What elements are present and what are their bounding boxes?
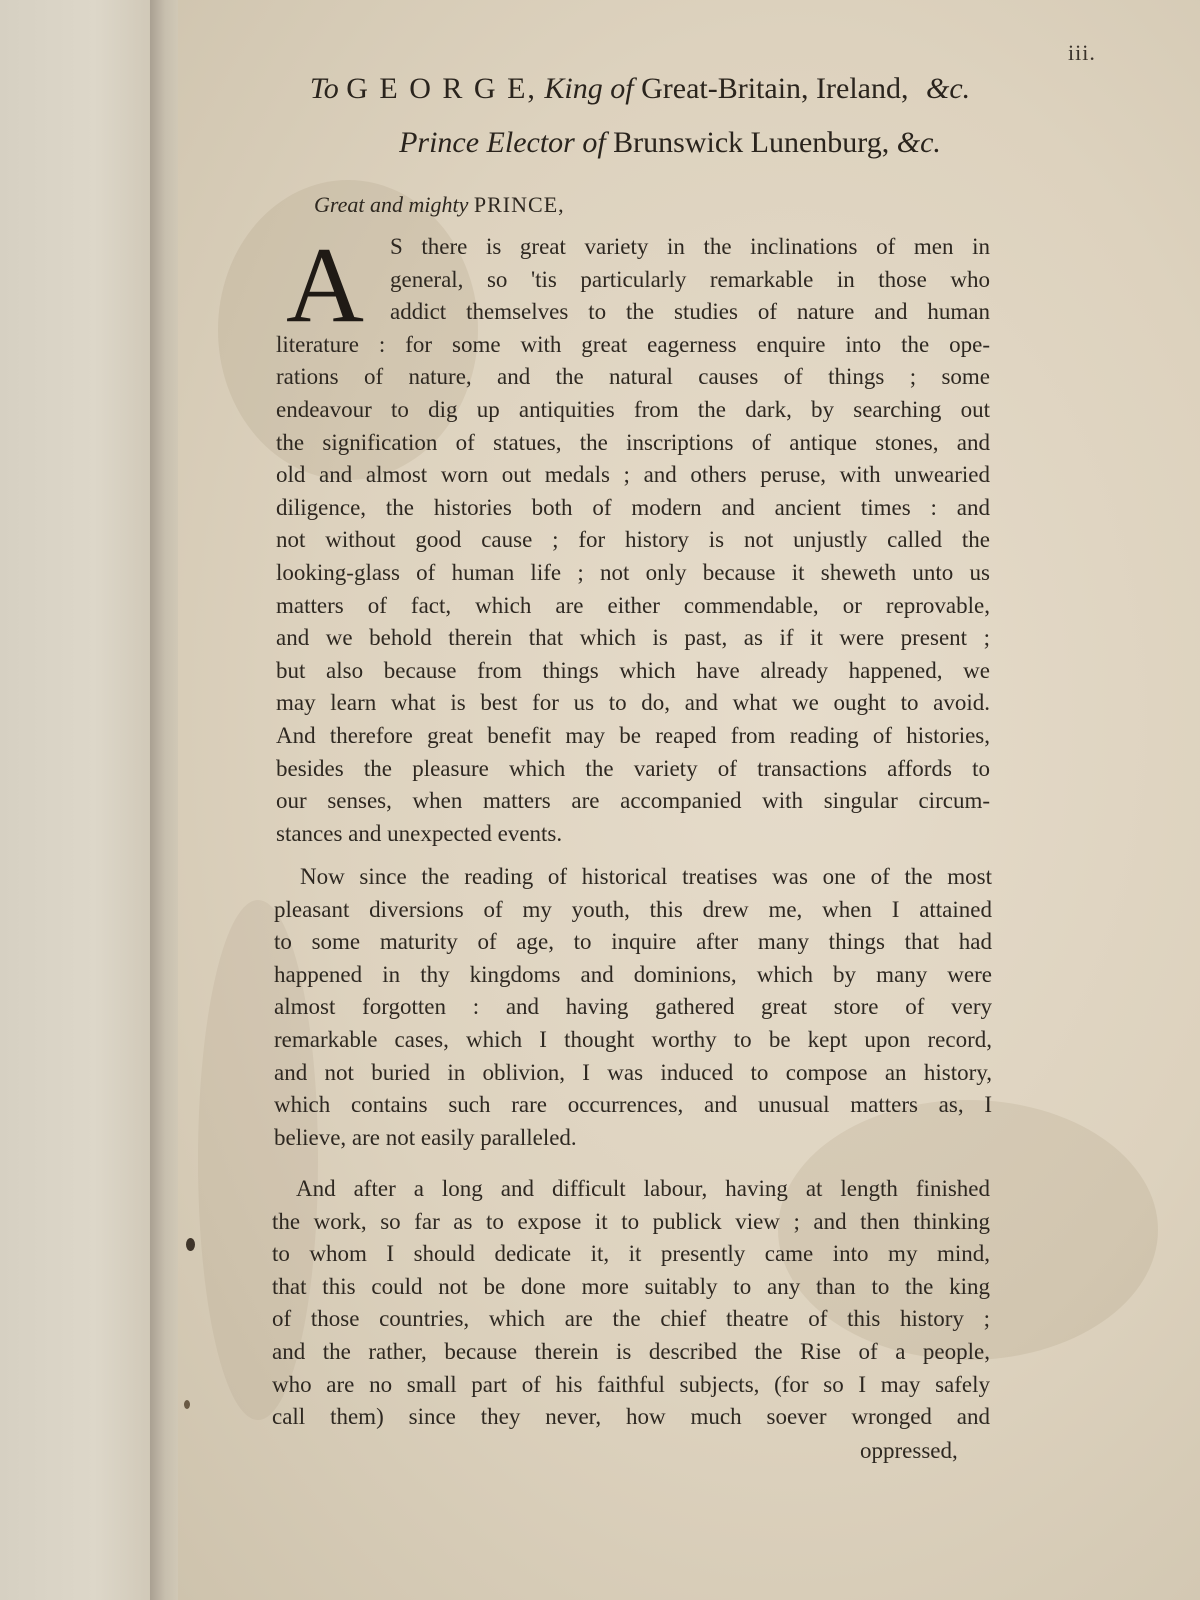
text-line: to some maturity of age, to inquire after many things that had: [274, 929, 992, 955]
text-line: general, so 'tis particularly remarkable in those who: [390, 266, 990, 292]
catchword: oppressed,: [860, 1438, 958, 1463]
text-line: Now since the reading of historical treatises was one of the most: [300, 864, 992, 889]
text-line: pleasant diversions of my youth, this drew me, when I attained: [274, 896, 992, 922]
text-line: S there is great variety in the inclinations of men in: [390, 234, 990, 259]
text-line: and not buried in oblivion, I was induced to compose an history,: [274, 1059, 992, 1085]
text-line: stances and unexpected events.: [276, 820, 563, 846]
text-line: literature : for some with great eagerness enquire into the ope-: [276, 331, 990, 357]
text-line: but also because from things which have already happened, we: [276, 657, 990, 683]
text-line: believe, are not easily paralleled.: [274, 1124, 577, 1150]
text-line: looking-glass of human life ; not only because it sheweth unto us: [276, 560, 990, 585]
text-line: diligence, the histories both of modern and ancient times : and: [276, 494, 990, 520]
left-page: [0, 0, 158, 1600]
dedication-title-line-2: Prince Elector of Brunswick Lunenburg, &c.: [399, 126, 941, 159]
text-line: and the rather, because therein is described the Rise of a people,: [272, 1339, 990, 1364]
text-line: rations of nature, and the natural causes of things ; some: [276, 364, 990, 390]
text-line: and we behold therein that which is past, as if it were present ;: [276, 625, 990, 651]
text-line: remarkable cases, which I thought worthy to be kept upon record,: [274, 1027, 992, 1052]
ink-spot: [186, 1238, 195, 1251]
text-line: old and almost worn out medals ; and others peruse, with unwearied: [276, 462, 990, 488]
text-line: not without good cause ; for history is not unjustly called the: [276, 527, 990, 553]
dedication-title-line-1: To G E O R G E, King of Great-Britain, Ireland, &c.: [309, 72, 971, 105]
drop-cap-letter: A: [286, 226, 364, 345]
text-line: besides the pleasure which the variety of transactions affords to: [276, 755, 990, 781]
page-number: iii.: [1068, 40, 1096, 65]
text-line: matters of fact, which are either commendable, or reprovable,: [276, 592, 990, 618]
text-line: who are no small part of his faithful subjects, (for so I may safely: [272, 1371, 990, 1397]
text-line: happened in thy kingdoms and dominions, which by many were: [274, 961, 992, 987]
text-line: And after a long and difficult labour, having at length finished: [296, 1176, 990, 1201]
text-line: may learn what is best for us to do, and what we ought to avoid.: [276, 690, 990, 716]
text-line: endeavour to dig up antiquities from the dark, by searching out: [276, 397, 990, 422]
text-line: almost forgotten : and having gathered great store of very: [274, 994, 992, 1020]
text-line: that this could not be done more suitably to any than to the king: [272, 1273, 990, 1299]
salutation: Great and mighty PRINCE,: [314, 192, 565, 217]
text-line: the signification of statues, the inscriptions of antique stones, and: [276, 429, 990, 455]
text-line: of those countries, which are the chief theatre of this history ;: [272, 1306, 990, 1332]
text-line: the work, so far as to expose it to publick view ; and then thinking: [272, 1208, 990, 1234]
text-line: And therefore great benefit may be reaped from reading of histories,: [276, 723, 990, 748]
text-line: call them) since they never, how much soever wronged and: [272, 1404, 990, 1430]
text-line: addict themselves to the studies of nature and human: [390, 299, 990, 325]
text-line: which contains such rare occurrences, and unusual matters as, I: [274, 1092, 992, 1118]
text-line: to whom I should dedicate it, it presently came into my mind,: [272, 1241, 990, 1267]
ink-spot: [184, 1400, 190, 1409]
text-line: our senses, when matters are accompanied with singular circum-: [276, 788, 990, 814]
